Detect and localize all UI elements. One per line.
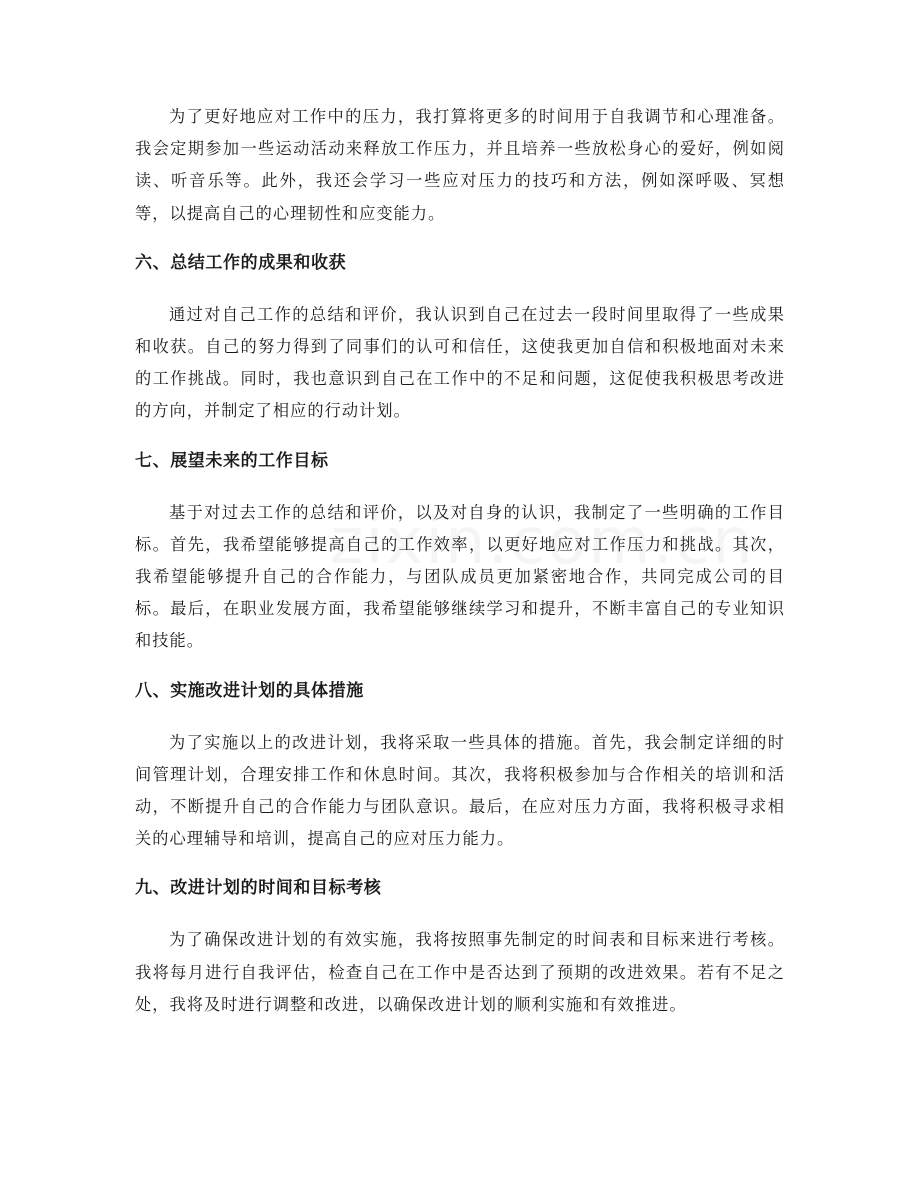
section-6-paragraph: 通过对自己工作的总结和评价，我认识到自己在过去一段时间里取得了一些成果和收获。自己的努力得到了同事们的认可和信任，这使我更加自信和积极地面对未来的工作挑战。同时，我也意识到自己在工作中的不足和问题，这促使我积极思考改进的方向，并制定了相应的行动计划。 [135,304,785,421]
document-page [135,101,785,1021]
section-7-paragraph: 基于对过去工作的总结和评价，以及对自身的认识，我制定了一些明确的工作目标。首先，我希望能够提高自己的工作效率，以更好地应对工作压力和挑战。其次，我希望能够提升自己的合作能力，与团队成员更加紧密地合作，共同完成公司的目标。最后，在职业发展方面，我希望能够继续学习和提升，不断丰富自己的专业知识和技能。 [135,502,785,651]
section-9-heading: 九、改进计划的时间和目标考核 [135,878,382,899]
section-9-paragraph: 为了确保改进计划的有效实施，我将按照事先制定的时间表和目标来进行考核。我将每月进行自我评估，检查自己在工作中是否达到了预期的改进效果。若有不足之处，我将及时进行调整和改进，以确保改进计划的顺利实施和有效推进。 [135,930,785,1014]
section-8-heading: 八、实施改进计划的具体措施 [135,680,364,701]
section-6-heading: 六、总结工作的成果和收获 [135,252,347,273]
section-7-heading: 七、展望未来的工作目标 [135,450,329,471]
section-8-paragraph: 为了实施以上的改进计划，我将采取一些具体的措施。首先，我会制定详细的时间管理计划，合理安排工作和休息时间。其次，我将积极参加与合作相关的培训和活动，不断提升自己的合作能力与团队意识。最后，在应对压力方面，我将积极寻求相关的心理辅导和培训，提高自己的应对压力能力。 [135,732,785,849]
intro-paragraph: 为了更好地应对工作中的压力，我打算将更多的时间用于自我调节和心理准备。我会定期参加一些运动活动来释放工作压力，并且培养一些放松身心的爱好，例如阅读、听音乐等。此外，我还会学习一些应对压力的技巧和方法，例如深呼吸、冥想等，以提高自己的心理韧性和应变能力。 [135,107,785,223]
